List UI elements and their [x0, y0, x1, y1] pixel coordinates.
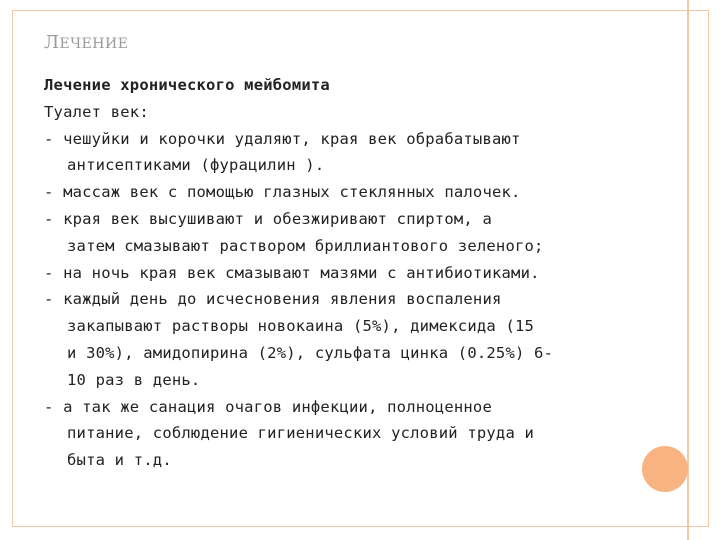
title-rest: ЕЧЕНИЕ [59, 36, 129, 52]
title-initial: Л [44, 32, 60, 53]
body-line: питание, соблюдение гигиенических условий труда и [67, 424, 535, 443]
body-line: затем смазывают раствором бриллиантового зеленого; [67, 236, 544, 255]
body-line: - а так же санация очагов инфекции, полноценное [44, 397, 492, 416]
body-line: - чешуйки и корочки удаляют, края век обрабатывают [44, 129, 521, 148]
body-line: и 30%), амидопирина (2%), сульфата цинка (0.25%) 6- [67, 343, 554, 362]
body-heading: Лечение хронического мейбомита [44, 76, 330, 94]
body-line: Туалет век: [44, 102, 149, 121]
body-line: - массаж век с помощью глазных стеклянных палочек. [44, 183, 521, 202]
body-line: быта и т.д. [67, 451, 172, 470]
body-line: 10 раз в день. [67, 370, 201, 389]
body-line: - каждый день до исчесновения явления воспаления [44, 290, 502, 309]
body-line: закапывают растворы новокаина (5%), димексида (15 [67, 317, 535, 336]
body-line: антисептиками (фурацилин ). [67, 156, 325, 175]
slide-body [44, 72, 644, 474]
body-line: - на ночь края век смазывают мазями с антибиотиками. [44, 263, 540, 282]
accent-circle [642, 446, 688, 492]
body-line: - края век высушивают и обезжиривают спиртом, а [44, 209, 492, 228]
slide-title [44, 32, 128, 53]
frame-vertical-line [687, 0, 689, 540]
